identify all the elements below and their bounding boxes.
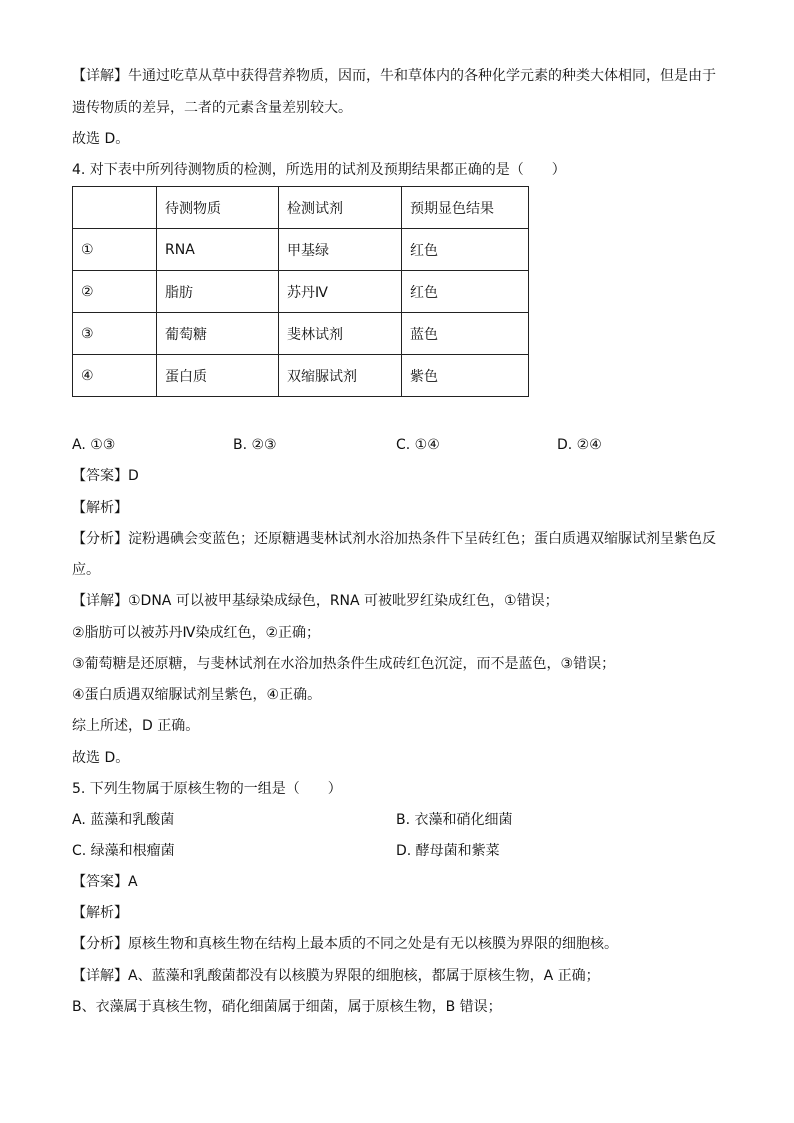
q4-analysis-line-2: 应。	[72, 562, 100, 578]
table-header-cell: 待测物质	[157, 187, 279, 229]
table-cell: 蛋白质	[157, 355, 279, 397]
table-cell: 斐林试剂	[279, 313, 402, 355]
q4-analysis-title: 【解析】	[72, 500, 128, 516]
q5-analysis-title: 【解析】	[72, 905, 128, 921]
q4-analysis-line-1: 【分析】淀粉遇碘会变蓝色；还原糖遇斐林试剂水浴加热条件下呈砖红色；蛋白质遇双缩脲试剂呈紫色反	[72, 531, 716, 547]
q4-option-d: D. ②④	[557, 437, 602, 453]
q3-detail-line-1: 【详解】牛通过吃草从草中获得营养物质，因而，牛和草体内的各种化学元素的种类大体相同，但是由于	[72, 68, 716, 84]
q4-stem: 4. 对下表中所列待测物质的检测，所选用的试剂及预期结果都正确的是（ ）	[72, 162, 566, 178]
q4-option-b: B. ②③	[233, 437, 277, 453]
table-row	[73, 229, 529, 271]
q5-option-d: D. 酵母菌和紫菜	[396, 843, 500, 859]
q5-detail-line-2: B、衣藻属于真核生物，硝化细菌属于细菌，属于原核生物，B 错误；	[72, 999, 502, 1015]
table-cell: 甲基绿	[279, 229, 402, 271]
q4-summary: 综上所述，D 正确。	[72, 718, 200, 734]
table-cell: ②	[73, 271, 157, 313]
table-header-cell	[73, 187, 157, 229]
q5-answer: 【答案】A	[72, 874, 138, 890]
q5-detail-line-1: 【详解】A、蓝藻和乳酸菌都没有以核膜为界限的细胞核，都属于原核生物，A 正确；	[72, 968, 600, 984]
table-cell: 脂肪	[157, 271, 279, 313]
table-cell: ①	[73, 229, 157, 271]
table-cell: 葡萄糖	[157, 313, 279, 355]
q3-choose: 故选 D。	[72, 131, 130, 147]
q4-option-a: A. ①③	[72, 437, 116, 453]
table-cell: 苏丹Ⅳ	[279, 271, 402, 313]
table-row	[73, 355, 529, 397]
q5-stem: 5. 下列生物属于原核生物的一组是（ ）	[72, 781, 342, 797]
table-cell: ④	[73, 355, 157, 397]
q4-answer: 【答案】D	[72, 468, 139, 484]
q3-detail-line-2: 遗传物质的差异，二者的元素含量差别较大。	[72, 100, 352, 116]
table-header-cell: 检测试剂	[279, 187, 402, 229]
q4-detail-line-3: ③葡萄糖是还原糖，与斐林试剂在水浴加热条件生成砖红色沉淀，而不是蓝色，③错误；	[72, 656, 616, 672]
table-cell: RNA	[157, 229, 279, 271]
table-row	[73, 271, 529, 313]
q5-option-b: B. 衣藻和硝化细菌	[396, 812, 513, 828]
q4-detail-line-1: 【详解】①DNA 可以被甲基绿染成绿色，RNA 可被吡罗红染成红色，①错误；	[72, 593, 559, 609]
table-row	[73, 313, 529, 355]
q4-option-c: C. ①④	[396, 437, 440, 453]
q4-detail-line-4: ④蛋白质遇双缩脲试剂呈紫色，④正确。	[72, 687, 322, 703]
table-cell: 蓝色	[402, 313, 529, 355]
table-cell: ③	[73, 313, 157, 355]
q4-choose: 故选 D。	[72, 750, 130, 766]
table-header-row	[73, 187, 529, 229]
q4-table	[72, 186, 529, 397]
q5-option-a: A. 蓝藻和乳酸菌	[72, 812, 175, 828]
q5-analysis-line-1: 【分析】原核生物和真核生物在结构上最本质的不同之处是有无以核膜为界限的细胞核。	[72, 936, 618, 952]
table-cell: 红色	[402, 271, 529, 313]
q5-option-c: C. 绿藻和根瘤菌	[72, 843, 175, 859]
table-cell: 紫色	[402, 355, 529, 397]
table-cell: 红色	[402, 229, 529, 271]
table-header-cell: 预期显色结果	[402, 187, 529, 229]
q4-detail-line-2: ②脂肪可以被苏丹Ⅳ染成红色，②正确；	[72, 625, 321, 641]
table-cell: 双缩脲试剂	[279, 355, 402, 397]
